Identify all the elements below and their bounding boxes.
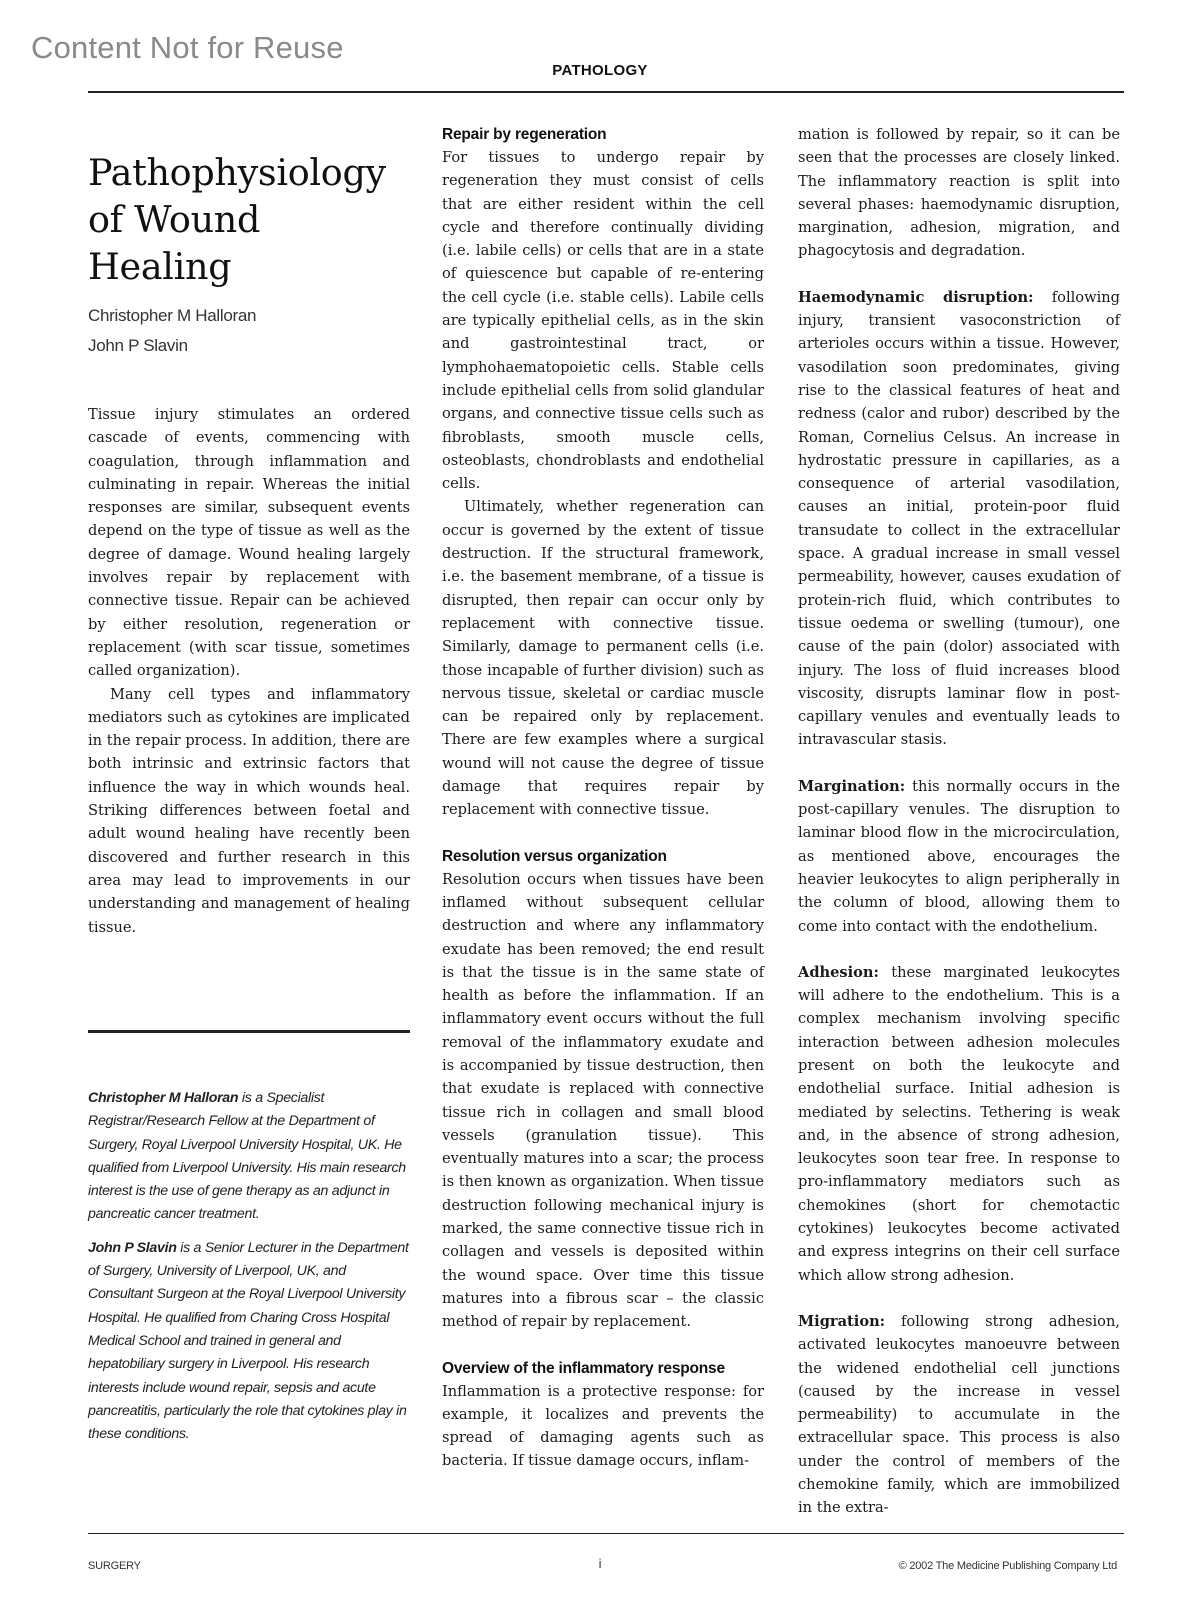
bottom-rule — [88, 1533, 1124, 1534]
left-column — [88, 123, 410, 361]
top-rule — [88, 91, 1124, 93]
body-paragraph — [798, 775, 1120, 938]
right-column — [798, 123, 1120, 1520]
author-bio — [88, 1087, 410, 1227]
footer-journal: SURGERY — [88, 1560, 141, 1572]
author-name: John P Slavin — [88, 336, 188, 355]
paragraph-text: following strong adhesion, activated leukocytes manoeuvre between the widened endothelial cell junctions (caused by the increase in vessel permeability) to accumulate in the extracellular space. This process is also under the control of members of the chemokine family, which are immobilized in the extra- — [798, 1312, 1120, 1517]
author-bio — [88, 1237, 410, 1447]
page-number: i — [598, 1556, 602, 1571]
section-heading: Repair by regeneration — [442, 126, 607, 143]
run-in-heading: Margination: — [798, 777, 906, 795]
body-paragraph — [798, 286, 1120, 752]
author-bios — [88, 1087, 410, 1446]
body-paragraph — [798, 1310, 1120, 1520]
title-line-2: of Wound Healing — [88, 198, 261, 288]
section-heading: Overview of the inflammatory response — [442, 1359, 725, 1377]
middle-column — [442, 123, 764, 1473]
run-in-heading: Adhesion: — [798, 963, 879, 981]
article-title — [88, 149, 410, 290]
body-paragraph — [798, 961, 1120, 1287]
section-header: PATHOLOGY — [552, 62, 648, 79]
paragraph-text: this normally occurs in the post-capillary venules. The disruption to laminar blood flow in the microcirculation, as mentioned above, encourages the heavier leukocytes to align peripherally in the column of blood, allowing them to come into contact with the endothelium. — [798, 777, 1120, 935]
section-heading: Resolution versus organization — [442, 847, 667, 865]
body-paragraph: For tissues to undergo repair by regeneration they must consist of cells that are either resident within the cell cycle and therefore continually dividing (i.e. labile cells) or cells that are in a state of quiescence but capable of re-entering the cell cycle (i.e. stable cells). Labile cells are typically epithelial cells, as in the skin and gastrointestinal tract, or lymphohaematopoietic cells. Stable cells include epithelial cells from solid glandular organs, and connective tissue cells such as fibroblasts, smooth muscle cells, osteoblasts, chondroblasts and endothelial cells. — [442, 149, 764, 493]
paragraph-text: following injury, transient vasoconstriction of arterioles occurs within a tissue. However, vasodilation soon predominates, giving rise to the classical features of heat and redness (calor and rubor) described by the Roman, Cornelius Celsus. An increase in hydrostatic pressure in capillaries, as a consequence of arterial vasodilation, causes an initial, protein-poor fluid transudate to collect in the extracellular space. A gradual increase in small vessel permeability, however, causes exudation of protein-rich fluid, which contributes to tissue oedema or swelling (tumour), one cause of the pain (dolor) associated with injury. The loss of fluid increases blood viscosity, disrupts laminar flow in post-capillary venules and eventually leads to intravascular stasis. — [798, 288, 1120, 749]
bio-text: is a Senior Lecturer in the Department of Surgery, University of Liverpool, UK, and Consultant Surgeon at the Royal Liverpool University Hospital. He qualified from Charing Cross Hospital Medical School and trained in general and hepatobiliary surgery in Liverpool. His research interests include wound repair, sepsis and acute pancreatitis, particularly the role that cytokines play in these conditions. — [88, 1239, 409, 1443]
bio-text: is a Specialist Registrar/Research Fellow at the Department of Surgery, Royal Liverpool University Hospital, UK. He qualified from Liverpool University. His main research interest is the use of gene therapy as an adjunct in pancreatic cancer treatment. — [88, 1090, 406, 1223]
bio-name: John P Slavin — [88, 1239, 177, 1256]
intro-paragraph: Tissue injury stimulates an ordered cascade of events, commencing with coagulation, through inflammation and culminating in repair. Whereas the initial responses are similar, subsequent events depend on the type of tissue as well as the degree of damage. Wound healing largely involves repair by replacement with connective tissue. Repair can be achieved by either resolution, regeneration or replacement (with scar tissue, sometimes called organization). — [88, 406, 410, 680]
body-paragraph: mation is followed by repair, so it can be seen that the processes are closely linked. The inflammatory reaction is split into several phases: haemodynamic disruption, margination, adhesion, migration, and phagocytosis and degradation. — [798, 126, 1120, 260]
body-paragraph: Inflammation is a protective response: for example, it localizes and prevents the spread of damaging agents such as bacteria. If tissue damage occurs, inflam- — [442, 1382, 764, 1470]
title-line-1: Pathophysiology — [88, 151, 386, 194]
intro-paragraph: Many cell types and inflammatory mediators such as cytokines are implicated in the repair process. In addition, there are both intrinsic and extrinsic factors that influence the way in which wounds heal. Striking differences between foetal and adult wound healing have recently been discovered and further research in this area may lead to improvements in our understanding and management of healing tissue. — [88, 685, 410, 936]
run-in-heading: Haemodynamic disruption: — [798, 288, 1034, 306]
paragraph-text: these marginated leukocytes will adhere to the endothelium. This is a complex mechanism involving specific interaction between adhesion molecules present on both the leukocyte and endothelial surface. Initial adhesion is mediated by selectins. Tethering is weak and, in the absence of strong adhesion, leukocytes soon tear free. In response to pro-inflammatory mediators such as chemokines (short for chemotactic cytokines) leukocytes become activated and express integrins on their cell surface which allow strong adhesion. — [798, 963, 1120, 1284]
body-paragraph: Ultimately, whether regeneration can occur is governed by the extent of tissue destruction. If the structural framework, i.e. the basement membrane, of a tissue is disrupted, then repair can occur only by replacement with connective tissue. Similarly, damage to permanent cells (i.e. those incapable of further division) such as nervous tissue, skeletal or cardiac muscle can be repaired only by replacement. There are few examples where a surgical wound will not cause the degree of tissue damage that requires repair by replacement with connective tissue. — [442, 498, 764, 819]
bio-divider — [88, 1030, 410, 1033]
footer-copyright: © 2002 The Medicine Publishing Company Ltd — [898, 1560, 1117, 1572]
body-paragraph: Resolution occurs when tissues have been inflamed without subsequent cellular destruction and where any inflammatory exudate has been removed; the end result is that the tissue is in the same state of health as before the inflammation. If an inflammatory event occurs without the full removal of the inflammatory exudate and is accompanied by tissue destruction, then that exudate is replaced with connective tissue rich in collagen and small blood vessels (granulation tissue). This eventually matures into a scar; the process is then known as organization. When tissue destruction following mechanical injury is marked, the same connective tissue rich in collagen and vessels is deposited within the wound space. Over time this tissue matures into a fibrous scar – the classic method of repair by replacement. — [442, 870, 764, 1331]
run-in-heading: Migration: — [798, 1312, 886, 1330]
watermark: Content Not for Reuse — [31, 30, 344, 65]
author-list — [88, 301, 410, 361]
author-name: Christopher M Halloran — [88, 306, 257, 325]
bio-name: Christopher M Halloran — [88, 1090, 239, 1106]
intro-text — [88, 403, 410, 939]
